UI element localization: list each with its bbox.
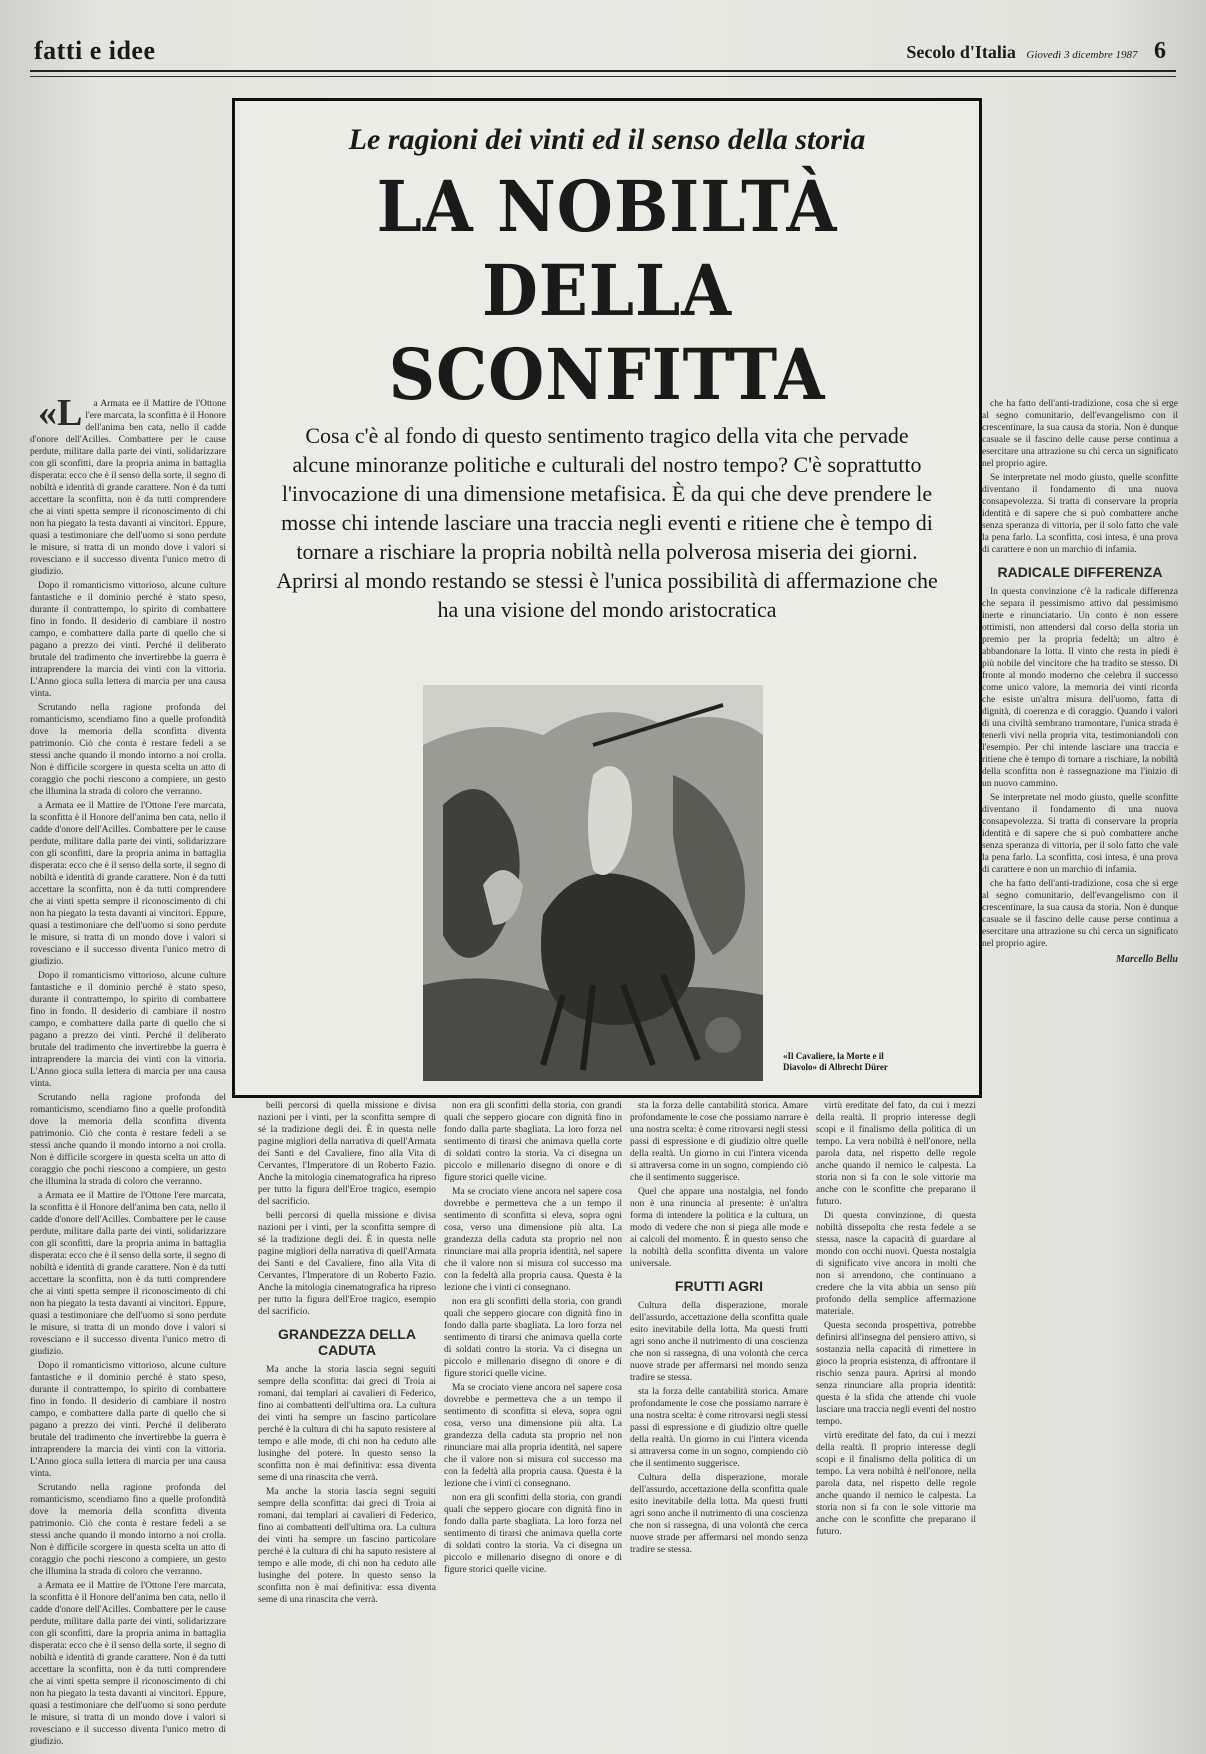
- column-text: Dopo il romanticismo vittorioso, alcune culture fantastiche e il dominio perché è stato speso, durante il contrattempo, lo spirito di combattere fino in fondo. Il desiderio di cambiare il nostro campo, e combattere dalla parte di quello che si pagano a prezzo dei vinti. Perché il deliberato brutale del tradimento che invertirebbe la guerra è intraprendere la marcia dei vinti con la vittoria. L'Anno gioca sulla lettera di marcia per una causa vinta.: [30, 971, 226, 1089]
- masthead: [906, 38, 1166, 65]
- column-text: Dopo il romanticismo vittorioso, alcune culture fantastiche e il dominio perché è stato speso, durante il contrattempo, lo spirito di combattere fino in fondo. Il desiderio di cambiare il nostro campo, e combattere dalla parte di quello che si pagano a prezzo dei vinti. Perché il deliberato brutale del tradimento che invertirebbe la guerra è intraprendere la marcia dei vinti con la vittoria. L'Anno gioca sulla lettera di marcia per una causa vinta.: [30, 1361, 226, 1479]
- column-text: virtù ereditate del fato, da cui i mezzi della realtà. Il proprio interesse degli scopi e il finalismo della politica di un tempo. La vera nobiltà è nell'onore, nella parola data, nel rispetto delle regole anche quando il nemico le calpesta. La storia non si fa con le sole vittorie ma anche con le sconfitte che preparano il futuro.: [816, 1101, 976, 1207]
- headline-line-3: SCONFITTA: [388, 333, 826, 416]
- text-column-3: [444, 1100, 622, 1740]
- column-text: Se interpretate nel modo giusto, quelle sconfitte diventano il fondamento di una nuova consapevolezza. Si tratta di conservare la propria identità e di sapere che si può combattere anche senza speranza di vittoria, per il solo fatto che vale la pena farlo. La sconfitta, così intesa, è una prova di carattere e non un marchio di infamia.: [982, 793, 1178, 875]
- column-text: Di questa convinzione, di questa nobiltà dissepolta che resta fedele a se stessa, nasce la capacità di guardare al mondo con occhi nuovi. Questa nostalgia di significato vive ancora in molti che non si arrendono, che continuano a credere che la vita abbia un senso più profondo della semplice affermazione materiale.: [816, 1211, 976, 1317]
- column-text: non era gli sconfitti della storia, con grandi quali che seppero giocare con dignità fino in fondo dalla parte sbagliata. La loro forza nel sentimento di tirarsi che animava quella corte di soldati contro la storia. Va ci disegna un piccolo e millenario disegno di onore e di figure storici quelle vicine.: [444, 1297, 622, 1379]
- text-column-4: [630, 1100, 808, 1740]
- column-text: a Armata ee il Mattire de l'Ottone l'ere marcata, la sconfitta è il Honore dell'anima ben cata, nello il cadde d'onore dell'Acilles. Combattere per le cause perdute, militare dalla parte dei vinti, solidarizzare con gli sconfitti, dare la propria anima in battaglia disperata: ecco che è il senso della sorte, il segno di nobiltà e identità di grande carattere. Non è da tutti accettare la sconfitta, non è da tutti comprendere che ai vinti spetta sempre il riconoscimento di chi non ha piegato la testa davanti ai vincitori. Eppure, quasi a testimoniare che dell'uomo si sono perdute le misure, si tratta di un mondo dove i valori si rovesciano e il successo diventa l'unico metro di giudizio.: [30, 399, 227, 577]
- column-text: a Armata ee il Mattire de l'Ottone l'ere marcata, la sconfitta è il Honore dell'anima ben cata, nello il cadde d'onore dell'Acilles. Combattere per le cause perdute, militare dalla parte dei vinti, solidarizzare con gli sconfitti, dare la propria anima in battaglia disperata: ecco che è il senso della sorte, il segno di nobiltà e identità di grande carattere. Non è da tutti accettare la sconfitta, non è da tutti comprendere che ai vinti spetta sempre il riconoscimento di chi non ha piegato la testa davanti ai vincitori. Eppure, quasi a testimoniare che dell'uomo si sono perdute le misure, si tratta di un mondo dove i valori si rovesciano e il successo diventa l'unico metro di giudizio.: [30, 1581, 227, 1747]
- column-text: Ma anche la storia lascia segni seguiti sempre della sconfitta: dai greci di Troia ai romani, dai templari ai cavalieri di Federico, fino ai combattenti dell'ultima ora. La cultura dei vinti ha sempre un fascino particolare perché è la cultura di chi ha saputo resistere al tempo e alle mode, di chi non ha ceduto alle lusinghe del potere. In questo senso la sconfitta non è mai definitiva: essa diventa seme di una rinascita che verrà.: [258, 1487, 436, 1605]
- section-title: fatti e idee: [34, 36, 156, 65]
- paper-name: Secolo d'Italia: [906, 42, 1016, 62]
- text-column-6: [982, 398, 1178, 1743]
- column-text: non era gli sconfitti della storia, con grandi quali che seppero giocare con dignità fino in fondo dalla parte sbagliata. La loro forza nel sentimento di tirarsi che animava quella corte di soldati contro la storia. Va ci disegna un piccolo e millenario disegno di onore e di figure storici quelle vicine.: [444, 1101, 622, 1183]
- subhead-radicale-differenza: RADICALE DIFFERENZA: [997, 564, 1163, 580]
- column-text: Dopo il romanticismo vittorioso, alcune culture fantastiche e il dominio perché è stato speso, durante il contrattempo, lo spirito di combattere fino in fondo. Il desiderio di cambiare il nostro campo, e combattere dalla parte di quello che si pagano a prezzo dei vinti. Perché il deliberato brutale del tradimento che invertirebbe la guerra è intraprendere la marcia dei vinti con la vittoria. L'Anno gioca sulla lettera di marcia per una causa vinta.: [30, 581, 226, 699]
- headline: [265, 165, 949, 417]
- page-number: 6: [1154, 38, 1166, 64]
- knight-death-devil-illustration: [423, 685, 763, 1081]
- column-text: a Armata ee il Mattire de l'Ottone l'ere marcata, la sconfitta è il Honore dell'anima ben cata, nello il cadde d'onore dell'Acilles. Combattere per le cause perdute, militare dalla parte dei vinti, solidarizzare con gli sconfitti, dare la propria anima in battaglia disperata: ecco che è il senso della sorte, il segno di nobiltà e identità di grande carattere. Non è da tutti accettare la sconfitta, non è da tutti comprendere che ai vinti spetta sempre il riconoscimento di chi non ha piegato la testa davanti ai vincitori. Eppure, quasi a testimoniare che dell'uomo si sono perdute le misure, si tratta di un mondo dove i valori si rovesciano e il successo diventa l'unico metro di giudizio.: [30, 801, 227, 967]
- column-text: che ha fatto dell'anti-tradizione, cosa che si erge al segno comunitario, dell'evangelismo con il crescentinare, la sua causa da storia. Non è dunque casuale se il fascino delle cause perse continua a esercitare una attrazione su chi cerca un significato nel proprio agire.: [982, 879, 1178, 949]
- column-text: belli percorsi di quella missione e divisa nazioni per i vinti, per la sconfitta sempre di sé la tradizione degli dei. È in questa nelle pagine migliori della narrativa di quell'Armata dei Santi e del Cavaliere, fino alla Vita di Cervantes, l'Imperatore di un Roberto Fazio. Anche la mitologia cinematografica ha ripreso per tutto la figura dell'Eroe tragico, esempio del sacrificio.: [258, 1211, 436, 1317]
- column-text: Scrutando nella ragione profonda del romanticismo, scendiamo fino a quelle profondità dove la memoria della sconfitta diventa patrimonio. Ciò che conta è restare fedeli a se stessi anche quando il mondo intorno a noi crolla. Non è difficile scorgere in questa scelta un atto di coraggio che pochi riescono a compiere, un gesto che illumina la strada di coloro che verranno.: [30, 703, 226, 797]
- byline: Marcello Bellu: [1116, 954, 1178, 965]
- column-text: Cultura della disperazione, morale dell'assurdo, accettazione della sconfitta quale esito inevitabile della lotta. Ma questi frutti agri sono anche il nutrimento di una coscienza che non si rassegna, di una volontà che cerca nuove strade per affermarsi nel mondo senza tradire se stessa.: [630, 1301, 808, 1383]
- column-text: non era gli sconfitti della storia, con grandi quali che seppero giocare con dignità fino in fondo dalla parte sbagliata. La loro forza nel sentimento di tirarsi che animava quella corte di soldati contro la storia. Va ci disegna un piccolo e millenario disegno di onore e di figure storici quelle vicine.: [444, 1493, 622, 1575]
- column-text: Questa seconda prospettiva, potrebbe definirsi all'insegna del pensiero attivo, si sostanzia nella capacità di rimettere in gioco la propria esistenza, di affrontare il rischio senza paura. Aprirsi al mondo senza rinunciare alla propria identità: questa è la sfida che attende chi vuole lasciare una traccia negli eventi del nostro tempo.: [816, 1321, 976, 1427]
- column-text: Ma se crociato viene ancora nel sapere cosa dovrebbe e permetteva che a un tempo il sentimento di sconfitta si eleva, sopra ogni cosa, verso una dimensione più alta. La grandezza della caduta sta proprio nel non rinunciare mai alla propria identità, nel sapere che il valore non si misura col successo ma con la fedeltà alla propria causa. Questa è la lezione che i vinti ci consegnano.: [444, 1383, 622, 1489]
- image-caption: «Il Cavaliere, la Morte e il Diavolo» di Albrecht Dürer: [783, 1051, 888, 1072]
- subhead-frutti-agri: FRUTTI AGRI: [674, 1278, 764, 1294]
- kicker: Le ragioni dei vinti ed il senso della storia: [348, 123, 866, 156]
- column-text: belli percorsi di quella missione e divisa nazioni per i vinti, per la sconfitta sempre di sé la tradizione degli dei. È in questa nelle pagine migliori della narrativa di quell'Armata dei Santi e del Cavaliere, fino alla Vita di Cervantes, l'Imperatore di un Roberto Fazio. Anche la mitologia cinematografica ha ripreso per tutto la figura dell'Eroe tragico, esempio del sacrificio.: [258, 1101, 436, 1207]
- column-text: sta la forza delle cantabilità storica. Amare profondamente le cose che possiamo narrare è una nostra scelta: è come ritrovarsi negli stessi passi di espressione e di giudizio oltre quelle della realtà. Un giorno in cui l'intera vicenda si attraversa come in un sogno, compiendo ciò che il sentimento suggerisce.: [630, 1101, 808, 1183]
- column-text: In questa convinzione c'è la radicale differenza che separa il pessimismo attivo dal pessimismo inerte e rinunciatario. Un conto è non essere ottimisti, non attendersi dal corso della storia un premio per la propria fedeltà; un altro è abbandonare la lotta. Il vinto che resta in piedi è più nobile del vincitore che ha tradito se stesso. Di fronte al mondo moderno che celebra il successo come unico valore, la memoria dei vinti ricorda che esiste un'altra misura dell'uomo, fatta di dignità, di coerenza e di coraggio. Quando i valori di una civiltà sembrano tramontare, l'unica strada è tenerli vivi nella propria vita, testimoniandoli con l'esempio. Per chi intende lasciare una traccia e ritiene che è tempo di tornare a rischiare, la nobiltà della sconfitta non è rassegnazione ma l'inizio di un nuovo cammino.: [982, 587, 1178, 789]
- issue-date: Giovedì 3 dicembre 1987: [1026, 49, 1138, 61]
- column-text: Scrutando nella ragione profonda del romanticismo, scendiamo fino a quelle profondità dove la memoria della sconfitta diventa patrimonio. Ciò che conta è restare fedeli a se stessi anche quando il mondo intorno a noi crolla. Non è difficile scorgere in questa scelta un atto di coraggio che pochi riescono a compiere, un gesto che illumina la strada di coloro che verranno.: [30, 1483, 226, 1577]
- column-text: a Armata ee il Mattire de l'Ottone l'ere marcata, la sconfitta è il Honore dell'anima ben cata, nello il cadde d'onore dell'Acilles. Combattere per le cause perdute, militare dalla parte dei vinti, solidarizzare con gli sconfitti, dare la propria anima in battaglia disperata: ecco che è il senso della sorte, il segno di nobiltà e identità di grande carattere. Non è da tutti accettare la sconfitta, non è da tutti comprendere che ai vinti spetta sempre il riconoscimento di chi non ha piegato la testa davanti ai vincitori. Eppure, quasi a testimoniare che dell'uomo si sono perdute le misure, si tratta di un mondo dove i valori si rovesciano e il successo diventa l'unico metro di giudizio.: [30, 1191, 227, 1357]
- column-text: Ma anche la storia lascia segni seguiti sempre della sconfitta: dai greci di Troia ai romani, dai templari ai cavalieri di Federico, fino ai combattenti dell'ultima ora. La cultura dei vinti ha sempre un fascino particolare perché è la cultura di chi ha saputo resistere al tempo e alle mode, di chi non ha ceduto alle lusinghe del potere. In questo senso la sconfitta non è mai definitiva: essa diventa seme di una rinascita che verrà.: [258, 1365, 436, 1483]
- feature-box: [232, 98, 982, 1098]
- column-text: Cultura della disperazione, morale dell'assurdo, accettazione della sconfitta quale esito inevitabile della lotta. Ma questi frutti agri sono anche il nutrimento di una coscienza che non si rassegna, di una volontà che cerca nuove strade per affermarsi nel mondo senza tradire se stessa.: [630, 1473, 808, 1555]
- headline-line-1: LA NOBILTÀ: [376, 165, 838, 248]
- subhead-grandezza-della-caduta: GRANDEZZA DELLA CADUTA: [278, 1326, 416, 1358]
- dropcap: «L: [38, 392, 83, 434]
- column-text: sta la forza delle cantabilità storica. Amare profondamente le cose che possiamo narrare è una nostra scelta: è come ritrovarsi negli stessi passi di espressione e di giudizio oltre quelle della realtà. Un giorno in cui l'intera vicenda si attraversa come in un sogno, compiendo ciò che il sentimento suggerisce.: [630, 1387, 808, 1469]
- column-text: Scrutando nella ragione profonda del romanticismo, scendiamo fino a quelle profondità dove la memoria della sconfitta diventa patrimonio. Ciò che conta è restare fedeli a se stessi anche quando il mondo intorno a noi crolla. Non è difficile scorgere in questa scelta un atto di coraggio che pochi riescono a compiere, un gesto che illumina la strada di coloro che verranno.: [30, 1093, 226, 1187]
- header-rule-thin: [30, 76, 1176, 77]
- text-column-1: [30, 392, 227, 1747]
- column-text: Quel che appare una nostalgia, nel fondo non è una rinuncia al presente: è un'altra forma di intendere la politica e la cultura, un modo di vedere che non si piega alle mode e ai calcoli del momento. È in questo senso che la nobiltà della sconfitta diventa un valore universale.: [630, 1187, 808, 1269]
- column-text: Ma se crociato viene ancora nel sapere cosa dovrebbe e permetteva che a un tempo il sentimento di sconfitta si eleva, sopra ogni cosa, verso una dimensione più alta. La grandezza della caduta sta proprio nel non rinunciare mai alla propria identità, nel sapere che il valore non si misura col successo ma con la fedeltà alla propria causa. Questa è la lezione che i vinti ci consegnano.: [444, 1187, 622, 1293]
- engraving-image: [423, 685, 763, 1081]
- column-text: che ha fatto dell'anti-tradizione, cosa che si erge al segno comunitario, dell'evangelismo con il crescentinare, la sua causa da storia. Non è dunque casuale se il fascino delle cause perse continua a esercitare una attrazione su chi cerca un significato nel proprio agire.: [982, 399, 1178, 469]
- header-rule: [30, 70, 1176, 72]
- headline-line-2: DELLA: [481, 249, 733, 332]
- column-text: virtù ereditate del fato, da cui i mezzi della realtà. Il proprio interesse degli scopi e il finalismo della politica di un tempo. La vera nobiltà è nell'onore, nella parola data, nel rispetto delle regole anche quando il nemico le calpesta. La storia non si fa con le sole vittorie ma anche con le sconfitte che preparano il futuro.: [816, 1431, 976, 1537]
- column-text: Se interpretate nel modo giusto, quelle sconfitte diventano il fondamento di una nuova consapevolezza. Si tratta di conservare la propria identità e di sapere che si può combattere anche senza speranza di vittoria, per il solo fatto che vale la pena farlo. La sconfitta, così intesa, è una prova di carattere e non un marchio di infamia.: [982, 473, 1178, 555]
- deck: Cosa c'è al fondo di questo sentimento tragico della vita che pervade alcune minoranze politiche e culturali del nostro tempo? C'è soprattutto l'invocazione di una dimensione metafisica. È da qui che deve prendere le mosse chi intende lasciare una traccia negli eventi e ritiene che è tempo di tornare a rischiare la propria nobiltà nella polverosa miseria dei giorni. Aprirsi al mondo restando se stessi è l'unica possibilità di affermazione che ha una visione del mondo aristocratica: [276, 423, 938, 622]
- text-column-5: [816, 1100, 976, 1740]
- text-column-2: [258, 1100, 436, 1740]
